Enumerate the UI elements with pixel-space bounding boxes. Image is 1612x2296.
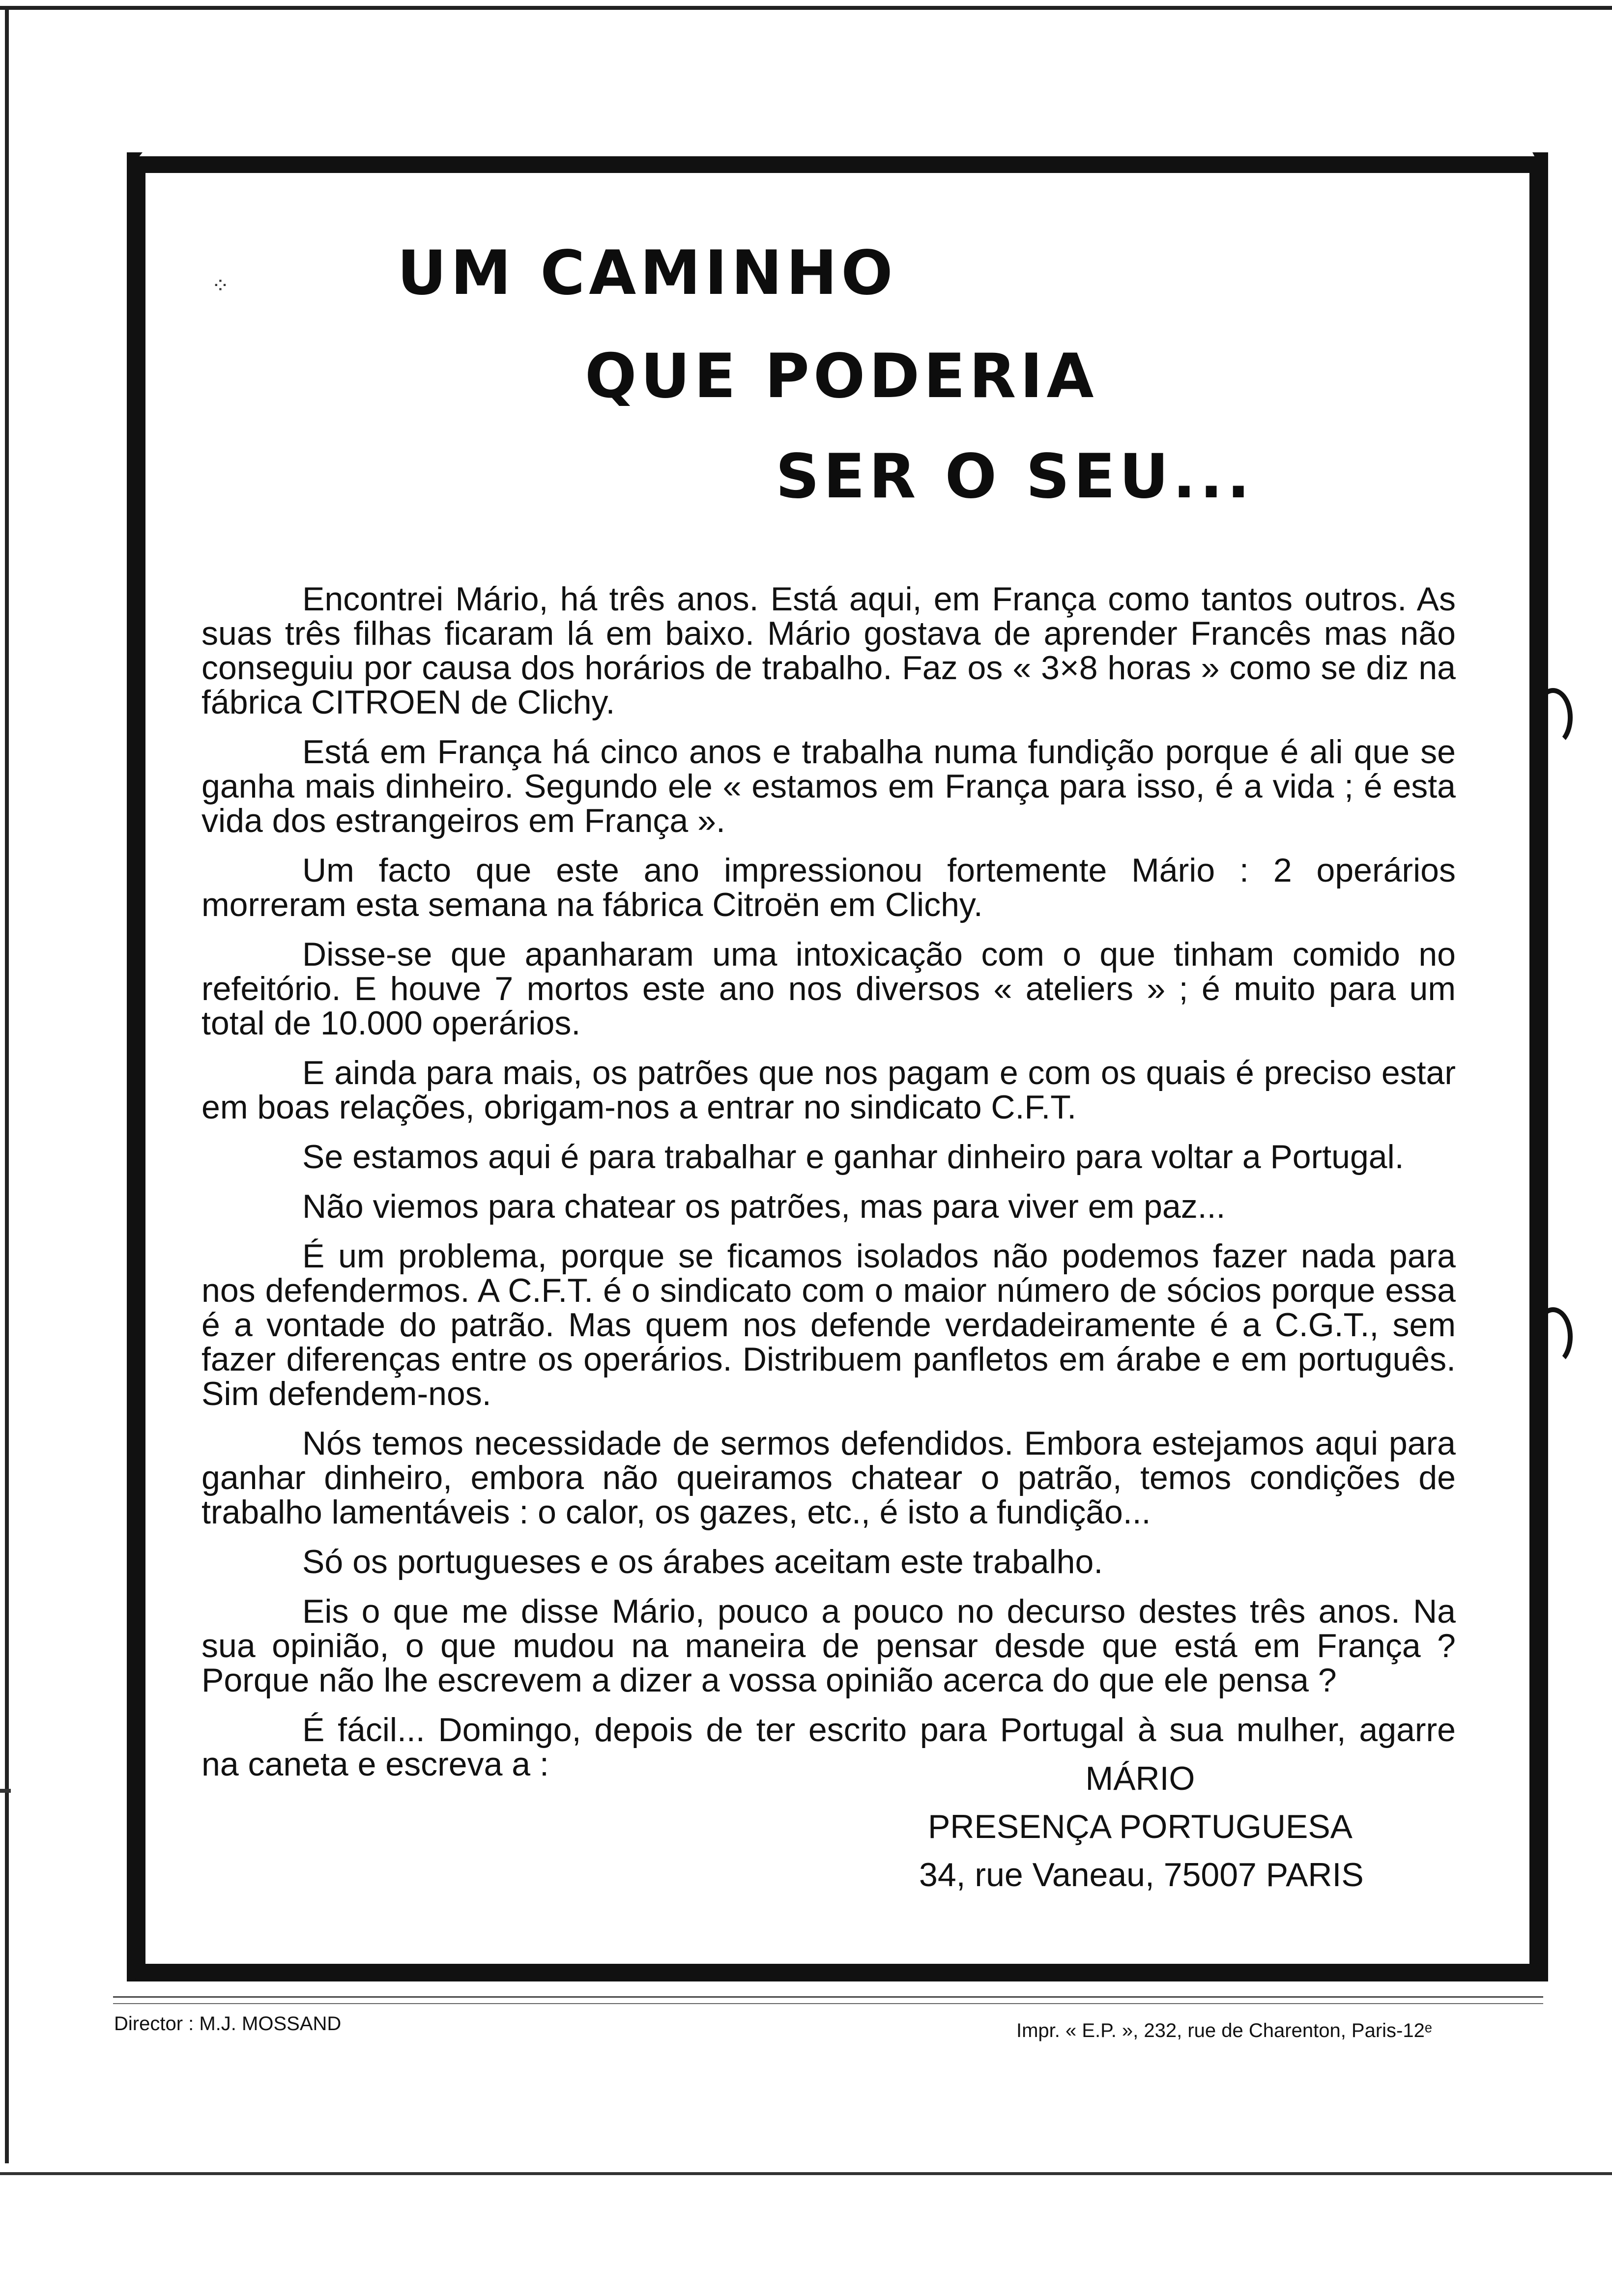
scan-edge-mark <box>0 1789 11 1793</box>
signature-block <box>919 1754 1364 1899</box>
footer-printer: Impr. « E.P. », 232, rue de Charenton, Paris-12ᵉ <box>1016 2020 1432 2041</box>
paragraph: Disse-se que apanharam uma intoxicação com o que tinham comido no refeitório. E houve 7 mortos este ano nos diversos « ateliers » ; é muito para um total de 10.000 operários. <box>202 936 1456 1042</box>
paragraph: Só os portugueses e os árabes aceitam este trabalho. <box>302 1543 1103 1580</box>
signature-name: MÁRIO <box>1085 1760 1195 1797</box>
scan-edge-top <box>0 6 1612 10</box>
headline-line-3: SER O SEU... <box>776 441 1254 512</box>
paragraph: Não viemos para chatear os patrões, mas para viver em paz... <box>302 1188 1226 1225</box>
paragraph: Nós temos necessidade de sermos defendidos. Embora estejamos aqui para ganhar dinheiro, embora não queiramos chatear o patrão, temos condições de trabalho lamentáveis : o calor, os gazes, etc., é isto a fundição... <box>202 1425 1456 1531</box>
frame-corner-bottom-right <box>1537 1952 1548 1981</box>
footer-rule <box>113 1996 1543 1998</box>
binder-hole-mark <box>1533 1307 1573 1366</box>
paragraph: Encontrei Mário, há três anos. Está aqui, em França como tantos outros. As suas três filhas ficaram lá em baixo. Mário gostava de aprender Francês mas não conseguiu por causa dos horários de trabalho. Faz os « 3×8 horas » como se diz na fábrica CITROEN de Clichy. <box>202 580 1456 721</box>
paragraph: Está em França há cinco anos e trabalha numa fundição porque é ali que se ganha mais dinheiro. Segundo ele « estamos em França para isso, é a vida ; é esta vida dos estrangeiros em França ». <box>202 733 1456 839</box>
ink-speck: ⁘ <box>211 274 230 298</box>
footer-director: Director : M.J. MOSSAND <box>114 2013 342 2035</box>
scan-edge-bottom <box>0 2172 1612 2175</box>
frame-corner-top-right <box>1532 152 1548 182</box>
paragraph: Se estamos aqui é para trabalhar e ganhar dinheiro para voltar a Portugal. <box>302 1138 1404 1176</box>
signature-organization: PRESENÇA PORTUGUESA <box>927 1808 1353 1845</box>
paragraph: Um facto que este ano impressionou fortemente Mário : 2 operários morreram esta semana na fábrica Citroën em Clichy. <box>202 852 1456 923</box>
paragraph: É fácil... Domingo, depois de ter escrito para Portugal à sua mulher, agarre na caneta e escreva a : <box>202 1711 1456 1783</box>
frame-corner-bottom-left <box>127 1962 137 1981</box>
binder-hole-mark <box>1533 688 1573 747</box>
headline-line-1: UM CAMINHO <box>397 238 897 309</box>
headline-line-2: QUE PODERIA <box>585 341 1098 412</box>
frame-corner-top-left <box>127 152 143 172</box>
paragraph: E ainda para mais, os patrões que nos pagam e com os quais é preciso estar em boas relações, obrigam-nos a entrar no sindicato C.F.T. <box>202 1054 1456 1126</box>
paragraph: É um problema, porque se ficamos isolados não podemos fazer nada para nos defendermos. A C.F.T. é o sindicato com o maior número de sócios porque essa é a vontade do patrão. Mas quem nos defende verdadeiramente é a C.G.T., sem fazer diferenças entre os operários. Distribuem panfletos em árabe e em português. Sim defendem-nos. <box>202 1237 1456 1412</box>
signature-address: 34, rue Vaneau, 75007 PARIS <box>919 1856 1364 1894</box>
paragraph: Eis o que me disse Mário, pouco a pouco no decurso destes três anos. Na sua opinião, o que mudou na maneira de pensar desde que está em França ? Porque não lhe escrevem a dizer a vossa opinião acerca do que ele pensa ? <box>202 1593 1456 1699</box>
footer-rule <box>113 2003 1543 2004</box>
article-body <box>202 582 1456 1797</box>
scan-edge-left <box>5 6 9 2163</box>
